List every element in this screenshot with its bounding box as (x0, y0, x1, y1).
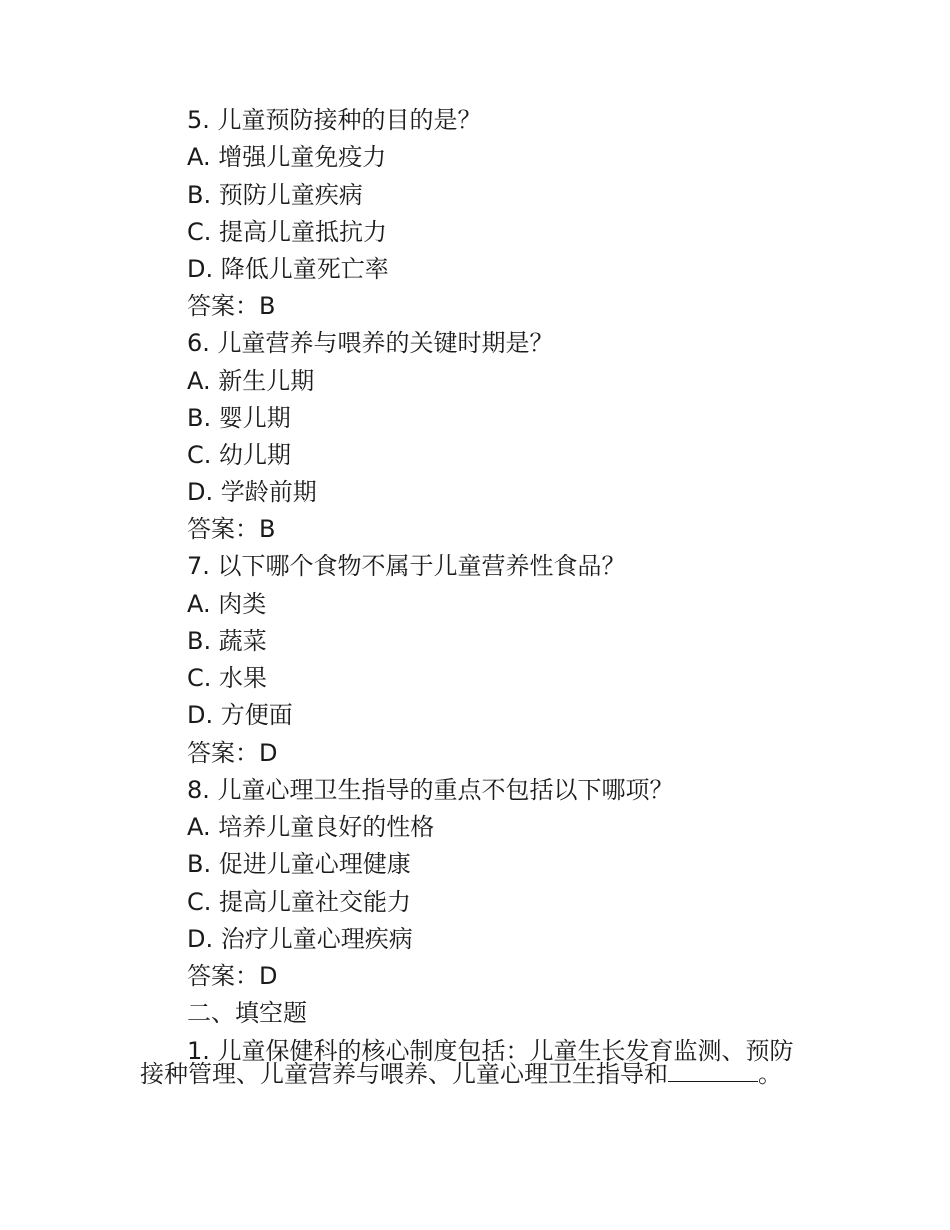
option-7b: B. 蔬菜 (187, 627, 267, 655)
option-8b: B. 促进儿童心理健康 (187, 850, 411, 878)
fill-question-1-text: 接种管理、儿童营养与喂养、儿童心理卫生指导和 (140, 1060, 668, 1088)
option-7d: D. 方便面 (187, 701, 293, 729)
question-5: 5. 儿童预防接种的目的是？ (187, 106, 482, 134)
option-5d: D. 降低儿童死亡率 (187, 255, 389, 283)
option-8a: A. 培养儿童良好的性格 (187, 813, 435, 841)
option-6a: A. 新生儿期 (187, 367, 315, 395)
question-6: 6. 儿童营养与喂养的关键时期是？ (187, 329, 554, 357)
option-5c: C. 提高儿童抵抗力 (187, 218, 388, 246)
section-heading-fill-in: 二、填空题 (187, 999, 307, 1027)
fill-blank (668, 1061, 758, 1082)
answer-8: 答案：D (187, 962, 278, 990)
option-8d: D. 治疗儿童心理疾病 (187, 925, 413, 953)
answer-5: 答案：B (187, 292, 276, 320)
fill-question-1-line2 (140, 1061, 820, 1086)
option-6b: B. 婴儿期 (187, 404, 291, 432)
option-7c: C. 水果 (187, 664, 268, 692)
option-5a: A. 增强儿童免疫力 (187, 143, 387, 171)
option-5b: B. 预防儿童疾病 (187, 181, 363, 209)
fill-question-1-line1: 1. 儿童保健科的核心制度包括：儿童生长发育监测、预防 (187, 1037, 794, 1065)
answer-7: 答案：D (187, 739, 278, 767)
question-8: 8. 儿童心理卫生指导的重点不包括以下哪项？ (187, 776, 674, 804)
option-8c: C. 提高儿童社交能力 (187, 888, 412, 916)
answer-6: 答案：B (187, 515, 276, 543)
fill-question-1 (140, 1037, 820, 1086)
fill-question-1-end: 。 (758, 1060, 782, 1088)
option-6d: D. 学龄前期 (187, 478, 317, 506)
option-7a: A. 肉类 (187, 590, 267, 618)
question-7: 7. 以下哪个食物不属于儿童营养性食品？ (187, 552, 626, 580)
option-6c: C. 幼儿期 (187, 441, 292, 469)
